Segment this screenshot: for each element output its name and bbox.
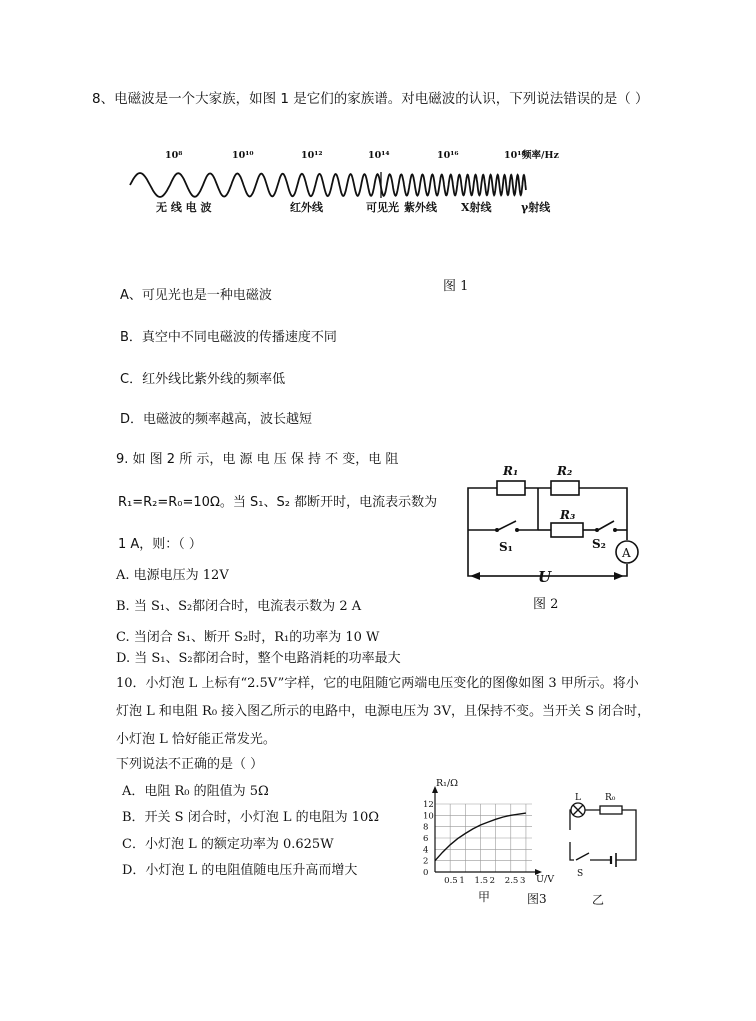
- spectrum-frequency-tick: 10⁸: [165, 150, 183, 161]
- resistor-r0: [600, 806, 622, 814]
- graph-ytick-label: 10: [423, 811, 434, 822]
- spectrum-frequency-unit: 频率/Hz: [522, 150, 559, 161]
- label-s1: S₁: [499, 540, 513, 554]
- graph-ytick-label: 2: [423, 856, 429, 867]
- spectrum-frequency-tick: 10¹⁶: [437, 150, 459, 161]
- spectrum-band-label: 红外线: [290, 201, 323, 214]
- spectrum-band-label: 紫外线: [404, 201, 437, 214]
- label-lamp: L: [575, 793, 581, 803]
- q10-stem-line1: 10．小灯泡 L 上标有“2.5V”字样，它的电阻随它两端电压变化的图像如图 3 甲所示。将小: [116, 676, 639, 691]
- figure-1-caption: 图 1: [443, 279, 469, 294]
- q10-option-a[interactable]: A．电阻 R₀ 的阻值为 5Ω: [122, 784, 269, 799]
- label-r2: R₂: [557, 464, 573, 478]
- graph-xtick-label: 2: [489, 876, 496, 886]
- graph-ytick-label: 4: [423, 845, 429, 856]
- spectrum-band-label: 无 线 电 波: [156, 201, 212, 214]
- graph-ytick-label: 12: [423, 800, 434, 810]
- spectrum-frequency-tick: 10¹⁴: [368, 150, 390, 161]
- spectrum-band-label: γ射线: [521, 201, 551, 214]
- q10-stem-line3: 小灯泡 L 恰好能正常发光。: [116, 732, 276, 747]
- spectrum-frequency-tick: 10¹⁸: [504, 150, 526, 161]
- graph-ytick-label: 0: [423, 868, 429, 878]
- graph-xlabel: U/V: [536, 874, 555, 885]
- q10-prompt: 下列说法不正确的是（ ）: [116, 757, 264, 772]
- graph-caption: 甲: [478, 890, 491, 904]
- figure-2-caption: 图 2: [533, 597, 559, 612]
- q10-option-d[interactable]: D．小灯泡 L 的电阻值随电压升高而增大: [122, 863, 358, 878]
- q9-stem-line3: 1 A，则：（ ）: [118, 537, 202, 552]
- q8-option-b[interactable]: B．真空中不同电磁波的传播速度不同: [120, 330, 337, 345]
- graph-xtick-label: 1.5: [474, 876, 488, 886]
- q10-stem-line2: 灯泡 L 和电阻 R₀ 接入图乙所示的电路中，电源电压为 3V，且保持不变。当开关 S 闭合时，: [116, 704, 651, 719]
- graph-xtick-label: 3: [519, 876, 526, 886]
- label-r3: R₃: [560, 508, 576, 522]
- q10-option-b[interactable]: B．开关 S 闭合时，小灯泡 L 的电阻为 10Ω: [122, 810, 380, 825]
- q9-option-c[interactable]: C. 当闭合 S₁、断开 S₂时，R₁的功率为 10 W: [116, 630, 380, 645]
- q8-option-c[interactable]: C．红外线比紫外线的频率低: [120, 372, 286, 387]
- q9-stem-line2: R₁=R₂=R₀=10Ω。当 S₁、S₂ 都断开时，电流表示数为: [118, 495, 438, 510]
- q9-option-a[interactable]: A. 电源电压为 12V: [116, 568, 229, 583]
- circuit-caption: 乙: [592, 893, 605, 907]
- graph-xtick-label: 2.5: [504, 876, 519, 886]
- graph-ylabel: R₁/Ω: [436, 778, 459, 789]
- graph-xtick-label: 1: [459, 876, 465, 886]
- label-r0: R₀: [605, 793, 616, 803]
- figure-3-caption: 图3: [527, 892, 547, 906]
- spectrum-band-label: 可见光: [366, 201, 399, 214]
- graph-xtick-label: 0.5: [444, 876, 458, 886]
- label-ammeter: A: [622, 546, 631, 560]
- label-switch: S: [577, 869, 584, 879]
- label-r1: R₁: [503, 464, 519, 478]
- q8-option-d[interactable]: D．电磁波的频率越高，波长越短: [120, 412, 313, 427]
- q9-option-d[interactable]: D. 当 S₁、S₂都闭合时，整个电路消耗的功率最大: [116, 651, 401, 666]
- q9-option-b[interactable]: B. 当 S₁、S₂都闭合时，电流表示数为 2 A: [116, 599, 362, 614]
- spectrum-frequency-tick: 10¹²: [301, 150, 323, 161]
- label-u: U: [538, 568, 552, 586]
- q8-stem: 8、电磁波是一个大家族，如图 1 是它们的家族谱。对电磁波的认识，下列说法错误的是（ ）: [92, 91, 649, 107]
- q10-option-c[interactable]: C．小灯泡 L 的额定功率为 0.625W: [122, 837, 334, 852]
- spectrum-band-label: X射线: [461, 201, 492, 214]
- label-s2: S₂: [592, 537, 606, 551]
- q9-stem-line1: 9. 如 图 2 所 示，电 源 电 压 保 持 不 变，电 阻: [116, 452, 399, 467]
- graph-ytick-label: 8: [423, 822, 429, 833]
- spectrum-frequency-tick: 10¹⁰: [232, 150, 254, 161]
- graph-ytick-label: 6: [423, 834, 429, 844]
- q8-option-a[interactable]: A、可见光也是一种电磁波: [120, 288, 272, 303]
